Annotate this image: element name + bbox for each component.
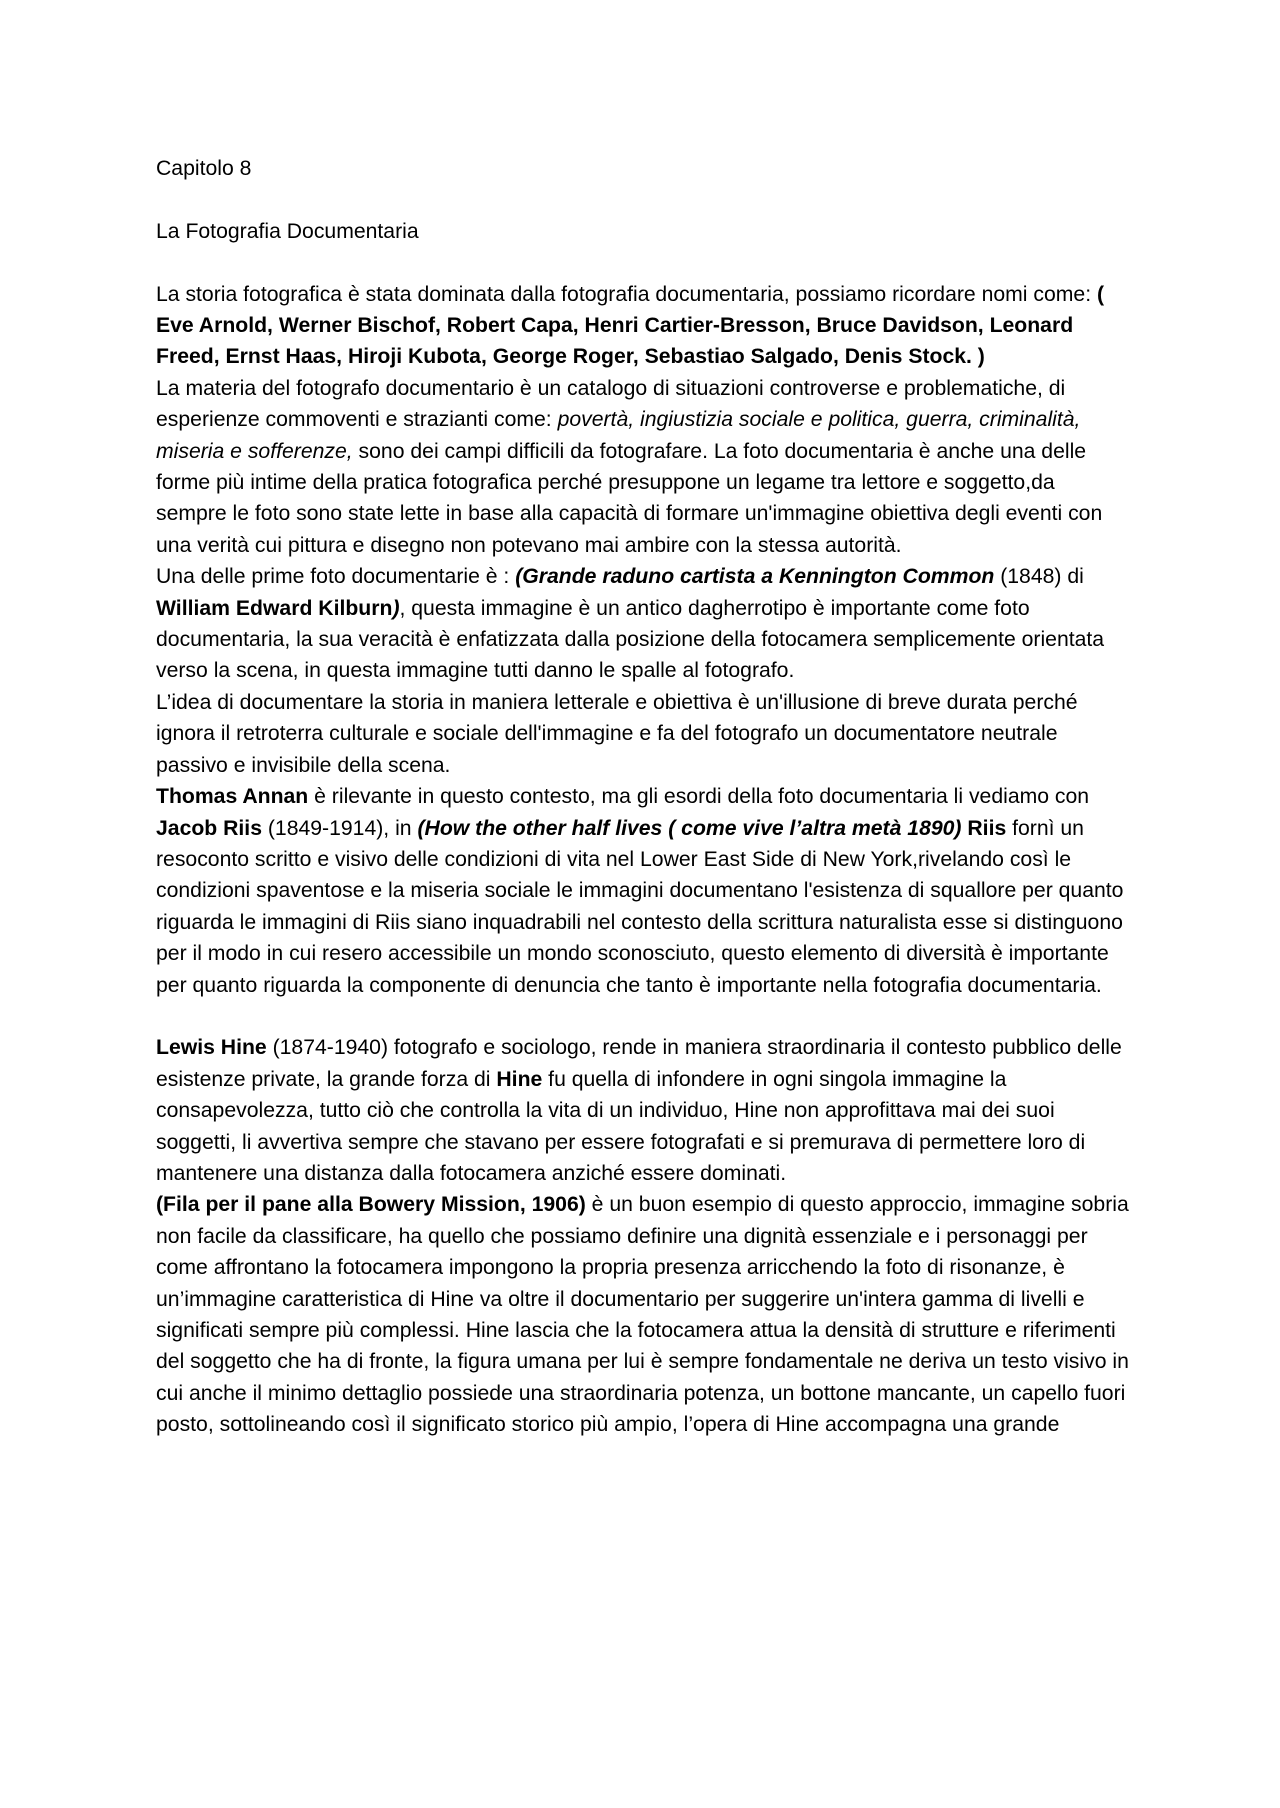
text-run: L’idea di documentare la storia in maniera letterale e obiettiva è un'illusione di breve durata perché ignora il retroterra culturale e sociale dell'immagine e fa del fotografo un documentatore neutrale passivo e invisibile della scena. bbox=[156, 690, 1078, 777]
emphasis bbox=[515, 565, 994, 588]
bold-text: William Edward Kilburn bbox=[156, 596, 393, 620]
paragraph bbox=[156, 1189, 1130, 1440]
text-run: è rilevante in questo contesto, ma gli esordi della foto documentaria li vediamo con bbox=[308, 785, 1090, 809]
chapter-heading: Capitolo 8 bbox=[156, 157, 252, 180]
body-text bbox=[156, 279, 1130, 1441]
paragraph bbox=[156, 373, 1130, 561]
text-run: fornì un resoconto scritto e visivo delle condizioni di vita nel Lower East Side di New York,rivelando così le condizioni spaventose e la miseria sociale le immagini documentano l'esistenza di squallore per quanto riguarda le immagini di Riis siano inquadrabili nel contesto della scrittura naturalista esse si distinguono per il modo in cui resero accessibile un mondo sconosciuto, questo elemento di diversità è importante per quanto riguarda la componente di denuncia che tanto è importante nella fotografia documentaria. bbox=[156, 816, 1124, 997]
paragraph bbox=[156, 781, 1130, 1001]
text-run: (1874-1940) fotografo e sociologo, rende in maniera straordinaria il contesto pubblico delle esistenze private, la grande forza di bbox=[156, 1036, 1122, 1091]
text-run: fu quella di infondere in ogni singola immagine la consapevolezza, tutto ciò che controlla la vita di un individuo, Hine non approfittava mai dei suoi soggetti, li avvertiva sempre che stavano per essere fotografati e si premurava di permettere loro di mantenere una distanza dalla fotocamera anziché essere dominati. bbox=[156, 1067, 1086, 1185]
text-run: La storia fotografica è stata dominata dalla fotografia documentaria, possiamo ricordare nomi come: bbox=[156, 282, 1097, 306]
italic-text: povertà, ingiustizia sociale e politica, guerra, criminalità, miseria e sofferenze, bbox=[156, 408, 1081, 463]
bold-text: ( Eve Arnold, Werner Bischof, Robert Capa, Henri Cartier-Bresson, Bruce Davidson, Leonard Freed, Ernst Haas, Hiroji Kubota, George Roger, Sebastiao Salgado, Denis Stock. ) bbox=[156, 282, 1105, 369]
paragraph bbox=[156, 1032, 1130, 1189]
blank-line bbox=[156, 247, 1130, 278]
paragraph bbox=[156, 561, 1130, 687]
bold-text: (Fila per il pane alla Bowery Mission, 1906) bbox=[156, 1193, 586, 1217]
emphasis bbox=[392, 597, 399, 620]
bold-text: Thomas Annan bbox=[156, 785, 309, 809]
text-run: Una delle prime foto documentarie è : bbox=[156, 565, 516, 589]
blank-line bbox=[156, 1001, 1130, 1032]
text-run: La materia del fotografo documentario è un catalogo di situazioni controverse e problematiche, di esperienze commoventi e strazianti come: bbox=[156, 376, 1066, 432]
text-run: (1848) di bbox=[994, 565, 1084, 589]
bold-text: Hine bbox=[496, 1067, 543, 1091]
bold-text: Jacob Riis bbox=[156, 816, 262, 840]
section-title: La Fotografia Documentaria bbox=[156, 219, 419, 243]
paragraph bbox=[156, 279, 1130, 373]
text-run: , questa immagine è un antico dagherrotipo è importante come foto documentaria, la sua veracità è enfatizzata dalla posizione della fotocamera semplicemente orientata verso la scena, in questa immagine tutti danno le spalle al fotografo. bbox=[156, 596, 1105, 683]
bold-italic-text: (How the other half lives ( come vive l’altra metà 1890) bbox=[417, 816, 962, 840]
bold-italic-text: (Grande raduno cartista a Kennington Common bbox=[515, 565, 995, 589]
text-run: (1849-1914), in bbox=[261, 816, 418, 840]
bold-text: Lewis Hine bbox=[156, 1036, 267, 1060]
text-run: sono dei campi difficili da fotografare. La foto documentaria è anche una delle forme più intime della pratica fotografica perché presuppone un legame tra lettore e soggetto,da sempre le foto sono state lette in base alla capacità di formare un'immagine obiettiva degli eventi con una verità cui pittura e disegno non potevano mai ambire con la stessa autorità. bbox=[156, 439, 1103, 557]
paragraph bbox=[156, 687, 1130, 781]
bold-text: Riis bbox=[967, 816, 1007, 840]
text-run: è un buon esempio di questo approccio, immagine sobria non facile da classificare, ha quello che possiamo definire una dignità essenziale e i personaggi per come affrontano la fotocamera impongono la propria presenza arricchendo la foto di risonanze, è un’immagine caratteristica di Hine va oltre il documentario per suggerire un'intera gamma di livelli e significati sempre più complessi. Hine lascia che la fotocamera attua la densità di strutture e riferimenti del soggetto che ha di fronte, la figura umana per lui è sempre fondamentale ne deriva un testo visivo in cui anche il minimo dettaglio possiede una straordinaria potenza, un bottone mancante, un capello fuori posto, sottolineando così il significato storico più ampio, l’opera di Hine accompagna una grande bbox=[156, 1193, 1129, 1437]
emphasis bbox=[417, 817, 961, 840]
bold-italic-text: ) bbox=[392, 596, 400, 620]
